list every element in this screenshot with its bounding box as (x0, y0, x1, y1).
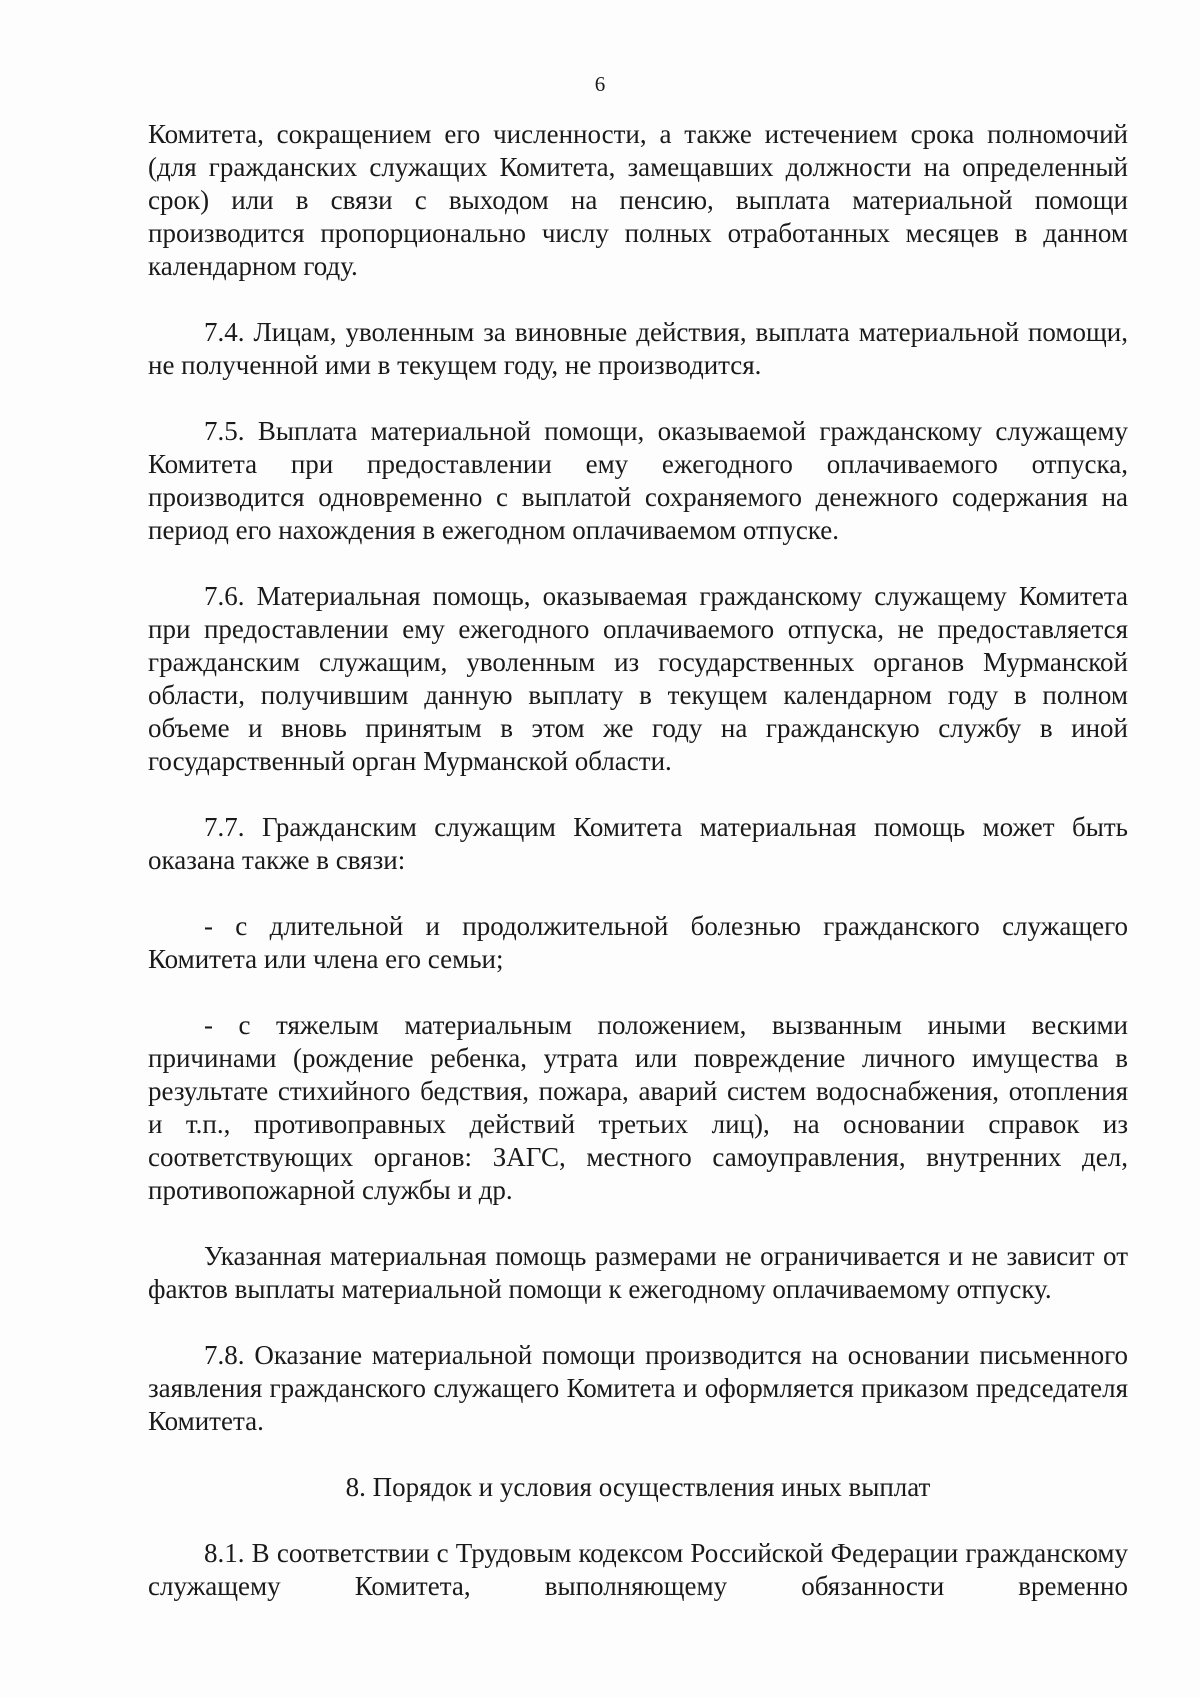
paragraph-7-3-continuation: Комитета, сокращением его численности, а также истечением срока полномочий (для гражданских служащих Комитета, замещавших должности на определенный срок) или в связи с выходом на пенсию, выплата материальной помощи производится пропорционально числу полных отработанных месяцев в данном календарном году. (148, 119, 1128, 281)
section-heading: 8. Порядок и условия осуществления иных выплат (345, 1472, 931, 1502)
list-item-illness: - с длительной и продолжительной болезнью гражданского служащего Комитета или члена его семьи; (148, 911, 1128, 974)
list-item-hardship: - с тяжелым материальным положением, вызванным иными вескими причинами (рождение ребенка, утрата или повреждение личного имущества в результате стихийного бедствия, пожара, аварий систем водоснабжения, отопления и т.п., противоправных действий третьих лиц), на основании справок из соответствующих органов: ЗАГС, местного самоуправления, внутренних дел, противопожарной службы и др. (148, 1010, 1128, 1205)
document-body (148, 118, 1128, 1636)
paragraph-8-1: 8.1. В соответствии с Трудовым кодексом Российской Федерации гражданскому служащему Комитета, выполняющему обязанности временно (148, 1538, 1128, 1601)
paragraph-note: Указанная материальная помощь размерами не ограничивается и не зависит от фактов выплаты материальной помощи к ежегодному оплачиваемому отпуску. (148, 1241, 1128, 1304)
paragraph-7-6: 7.6. Материальная помощь, оказываемая гражданскому служащему Комитета при предоставлении ему ежегодного оплачиваемого отпуска, не предоставляется гражданским служащим, уволенным из государственных органов Мурманской области, получившим данную выплату в текущем календарном году в полном объеме и вновь принятым в этом же году на гражданскую службу в иной государственный орган Мурманской области. (148, 581, 1128, 776)
paragraph-7-8: 7.8. Оказание материальной помощи производится на основании письменного заявления гражданского служащего Комитета и оформляется приказом председателя Комитета. (148, 1340, 1128, 1436)
paragraph-7-4: 7.4. Лицам, уволенным за виновные действия, выплата материальной помощи, не полученной ими в текущем году, не производится. (148, 317, 1128, 380)
paragraph-7-5: 7.5. Выплата материальной помощи, оказываемой гражданскому служащему Комитета при предоставлении ему ежегодного оплачиваемого отпуска, производится одновременно с выплатой сохраняемого денежного содержания на период его нахождения в ежегодном оплачиваемом отпуске. (148, 416, 1128, 545)
page-number: 6 (594, 72, 606, 96)
paragraph-7-7: 7.7. Гражданским служащим Комитета материальная помощь может быть оказана также в связи: (148, 812, 1128, 875)
